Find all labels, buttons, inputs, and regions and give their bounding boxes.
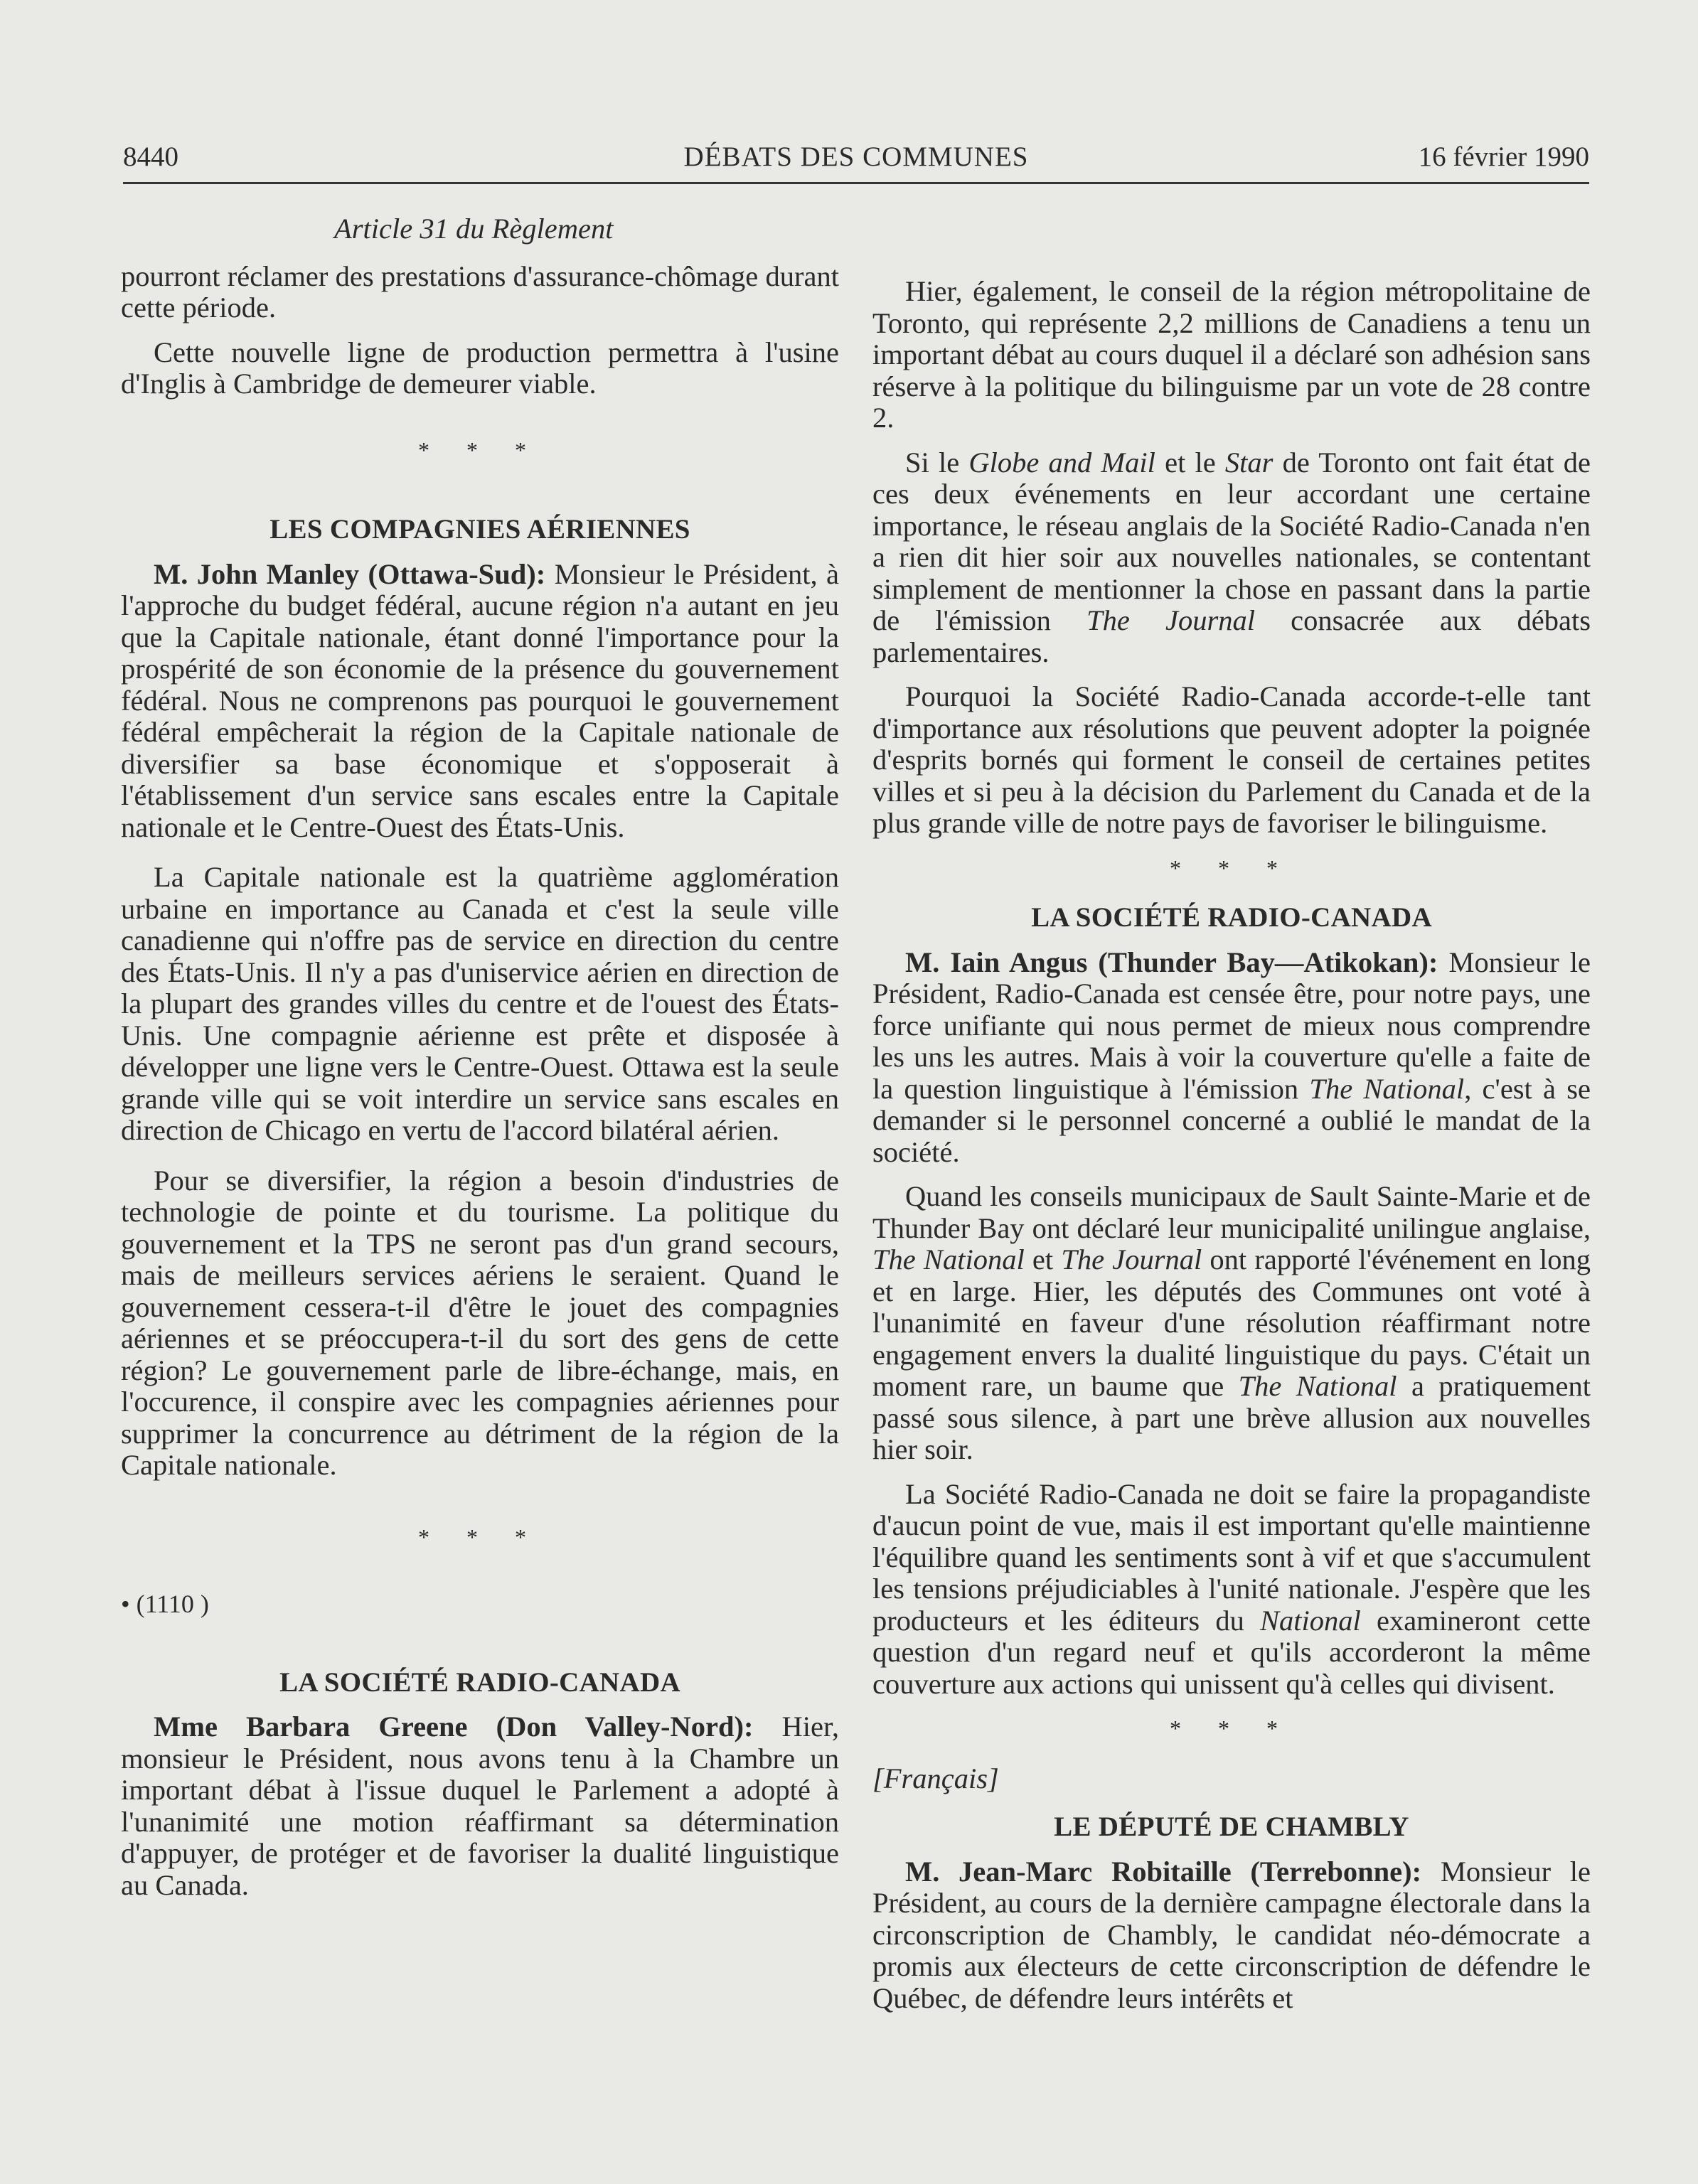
page-header bbox=[123, 139, 1589, 184]
time-marker: • (1110 ) bbox=[121, 1590, 209, 1618]
publication-title: DÉBATS DES COMMUNES bbox=[683, 141, 1029, 172]
section-separator: * * * bbox=[1170, 855, 1293, 881]
paragraph: Pourquoi la Société Radio-Canada accorde-t-elle tant d'importance aux résolutions que peuvent adopter la poignée d'esprits bornés qui forment le conseil de certaines petites villes et si peu à la décision du Parlement du Canada et de la plus grande ville de notre pays de favoriser le bilinguisme. bbox=[872, 680, 1591, 839]
paragraph: M. Jean-Marc Robitaille (Terrebonne): Monsieur le Président, au cours de la dernière campagne électorale dans la circonscription de Chambly, le candidat néo-démocrate a promis aux électeurs de cette circonscription de défendre le Québec, de défendre leurs intérêts et bbox=[872, 1855, 1591, 2014]
paragraph: pourront réclamer des prestations d'assurance-chômage durant cette période. bbox=[121, 259, 839, 323]
paragraph: M. John Manley (Ottawa-Sud): Monsieur le Président, à l'approche du budget fédéral, aucune région n'a autant en jeu que la Capitale nationale, étant donné l'importance pour la prospérité de son économie de la présence du gouvernement fédéral. Nous ne comprenons pas pourquoi le gouvernement fédéral empêcherait la région de la Capitale nationale de diversifier sa base économique et s'opposerait à l'établissement d'un service sans escales entre la Capitale nationale et le Centre-Ouest des États-Unis. bbox=[121, 557, 840, 843]
rubric: Article 31 du Règlement bbox=[334, 213, 614, 245]
section-separator: * * * bbox=[418, 1524, 542, 1550]
section-heading: LA SOCIÉTÉ RADIO-CANADA bbox=[279, 1666, 680, 1698]
paragraph: La Capitale nationale est la quatrième agglomération urbaine en importance au Canada et c'est la seule ville canadienne qui n'offre pas de service en direction du centre des États-Unis. Il n'y a pas d'uniservice aérien en direction de la plupart des grandes villes du centre et de l'ouest des États-Unis. Une compagnie aérienne est prête et disposée à développer une ligne vers le Centre-Ouest. Ottawa est la seule grande ville qui se voit interdire un service sans escales en direction de Chicago en vertu de l'accord bilatéral aérien. bbox=[121, 861, 839, 1146]
left-column bbox=[121, 213, 839, 1914]
section-heading: LA SOCIÉTÉ RADIO-CANADA bbox=[1031, 902, 1432, 933]
paragraph: Quand les conseils municipaux de Sault Sainte-Marie et de Thunder Bay ont déclaré leur municipalité unilingue anglaise, The National et The Journal ont rapporté l'événement en long et en large. Hier, les députés des Communes ont voté à l'unanimité en faveur d'une résolution réaffirmant notre engagement envers la dualité linguistique du pays. C'était un moment rare, un baume que The National a pratiquement passé sous silence, à part une brève allusion aux nouvelles hier soir. bbox=[872, 1180, 1591, 1465]
paragraph: Hier, également, le conseil de la région métropolitaine de Toronto, qui représente 2,2 millions de Canadiens a tenu un important débat au cours duquel il a déclaré son adhésion sans réserve à la politique du bilinguisme par un vote de 28 contre 2. bbox=[872, 275, 1591, 434]
section-heading: LE DÉPUTÉ DE CHAMBLY bbox=[1054, 1811, 1409, 1842]
paragraph: Pour se diversifier, la région a besoin d'industries de technologie de pointe et du tourisme. La politique du gouvernement et la TPS ne seront pas d'un grand secours, mais de meilleurs services aériens le seraient. Quand le gouvernement cessera-t-il d'être le jouet des compagnies aériennes et se préoccupera-t-il du sort des gens de cette région? Le gouvernement parle de libre-échange, mais, en l'occurence, il conspire avec les compagnies aériennes pour supprimer la concurrence au détriment de la région de la Capitale nationale. bbox=[121, 1164, 839, 1481]
speaker-name: M. Jean-Marc Robitaille (Terrebonne): bbox=[905, 1855, 1422, 1888]
paragraph: Cette nouvelle ligne de production permettra à l'usine d'Inglis à Cambridge de demeurer viable. bbox=[121, 336, 839, 400]
section-separator: * * * bbox=[418, 437, 542, 463]
section-heading: LES COMPAGNIES AÉRIENNES bbox=[269, 514, 690, 545]
speaker-name: M. John Manley (Ottawa-Sud): bbox=[154, 557, 546, 590]
paragraph: M. Iain Angus (Thunder Bay—Atikokan): Monsieur le Président, Radio-Canada est censée être, pour notre pays, une force unifiante qui nous permet de mieux nous comprendre les uns les autres. Mais à voir la couverture qu'elle a faite de la question linguistique à l'émission The National, c'est à se demander si le personnel concerné a oublié le mandat de la société. bbox=[872, 946, 1591, 1168]
paragraph: Mme Barbara Greene (Don Valley-Nord): Hier, monsieur le Président, nous avons tenu à la Chambre un important débat à l'issue duquel le Parlement a adopté à l'unanimité une motion réaffirmant sa détermination d'appuyer, de protéger et de favoriser la dualité linguistique au Canada. bbox=[121, 1711, 840, 1901]
language-indicator: [Français] bbox=[872, 1762, 999, 1794]
speaker-name: Mme Barbara Greene (Don Valley-Nord): bbox=[154, 1711, 754, 1743]
page-date: 16 février 1990 bbox=[1418, 141, 1589, 172]
section-separator: * * * bbox=[1170, 1715, 1293, 1741]
right-column bbox=[872, 276, 1591, 2027]
paragraph: Si le Globe and Mail et le Star de Toronto ont fait état de ces deux événements en leur accordant une certaine importance, le réseau anglais de la Société Radio-Canada n'en a rien dit hier soir aux nouvelles nationales, se contentant simplement de mentionner la chose en passant dans la partie de l'émission The Journal consacrée aux débats parlementaires. bbox=[872, 446, 1591, 668]
page-number: 8440 bbox=[123, 141, 178, 172]
paragraph: La Société Radio-Canada ne doit se faire la propagandiste d'aucun point de vue, mais il est important qu'elle maintienne l'équilibre quand les sentiments sont à vif et que s'accumulent les tensions préjudiciables à l'unité nationale. J'espère que les producteurs et les éditeurs du National examineront cette question d'un regard neuf et qu'ils accorderont la même couverture aux actions qui unissent qu'à celles qui divisent. bbox=[872, 1477, 1591, 1700]
speaker-name: M. Iain Angus (Thunder Bay—Atikokan): bbox=[905, 946, 1438, 978]
